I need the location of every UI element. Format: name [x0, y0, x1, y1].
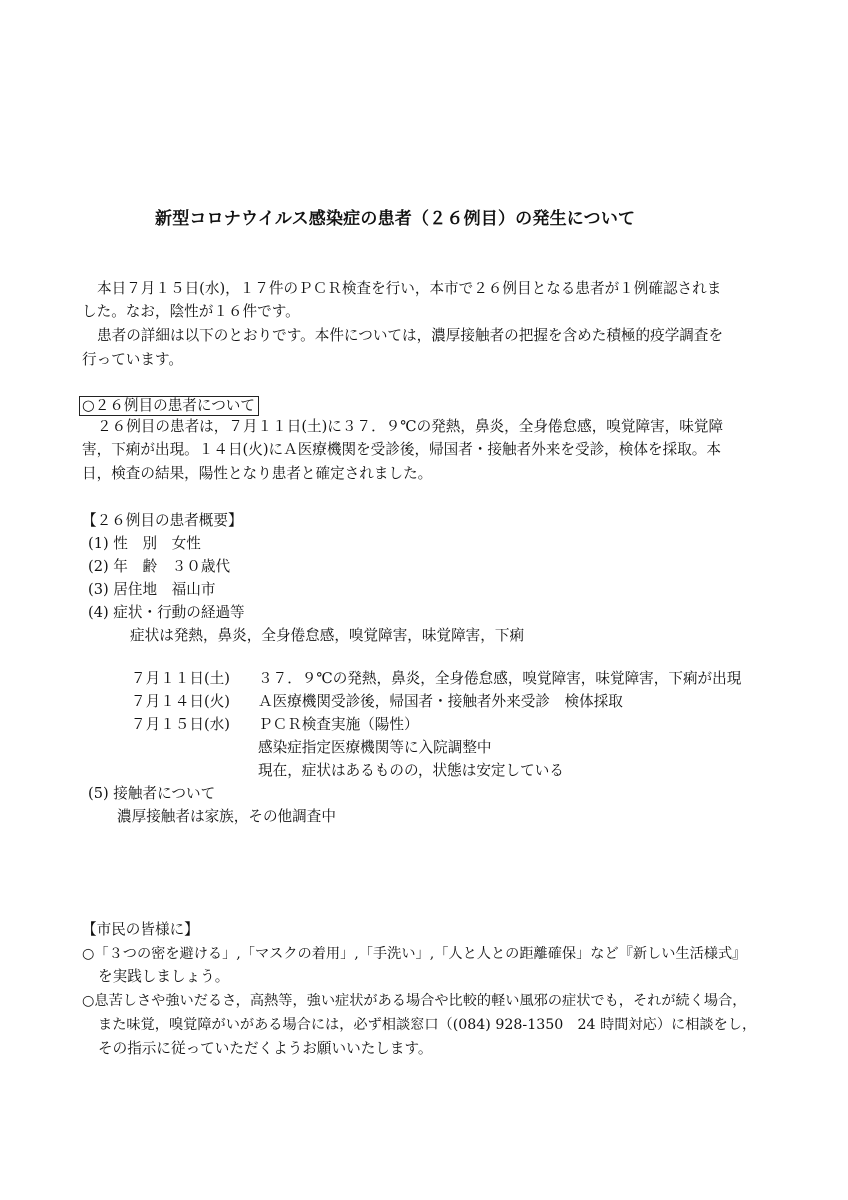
overview-item-symptoms: (4) 症状・行動の経過等	[88, 604, 245, 621]
notice-line: ○「３つの密を避ける」,「マスクの着用」,「手洗い」,「人と人との距離確保」など『新しい生活様式』	[82, 946, 747, 962]
section-line: 日，検査の結果，陽性となり患者と確定されました。	[82, 465, 433, 482]
overview-item-contacts: (5) 接触者について	[88, 785, 216, 802]
contacts-text: 濃厚接触者は家族，その他調査中	[117, 808, 336, 825]
notice-line: を実践しましょう。	[98, 968, 230, 985]
timeline-date: ７月１５日(水)	[131, 716, 230, 733]
section-heading: ○２６例目の患者について	[79, 396, 259, 416]
timeline-event: ＰＣＲ検査実施（陽性）	[258, 716, 419, 733]
intro-line: した。なお，陰性が１６件です。	[82, 303, 300, 320]
timeline-date: ７月１１日(土)	[131, 670, 230, 687]
notice-line: また味覚，嗅覚障がいがある場合には，必ず相談窓口（(084) 928-1350 24 時間対応）に相談をし，	[98, 1017, 757, 1033]
overview-item-residence: (3) 居住地 福山市	[88, 581, 216, 598]
overview-item-age: (2) 年 齢 ３０歳代	[88, 558, 231, 575]
timeline-date: ７月１４日(火)	[131, 693, 230, 710]
intro-line: 患者の詳細は以下のとおりです。本件については，濃厚接触者の把握を含めた積極的疫学調査を	[97, 327, 724, 344]
document-title: 新型コロナウイルス感染症の患者（２６例目）の発生について	[155, 209, 636, 229]
timeline-event: 感染症指定医療機関等に入院調整中	[258, 739, 492, 756]
section-line: ２６例目の患者は，７月１１日(土)に３７．９℃の発熱，鼻炎，全身倦怠感，嗅覚障害，味覚障	[97, 418, 724, 435]
section-line: 害，下痢が出現。１４日(火)にＡ医療機関を受診後，帰国者・接触者外来を受診，検体を採取。本	[82, 441, 721, 458]
symptoms-list: 症状は発熱，鼻炎，全身倦怠感，嗅覚障害，味覚障害，下痢	[130, 627, 525, 644]
notice-line: その指示に従っていただくようお願いいたします。	[98, 1040, 433, 1057]
intro-line: 行っています。	[82, 351, 183, 368]
overview-item-sex: (1) 性 別 女性	[88, 535, 201, 552]
timeline-event: ３７．９℃の発熱，鼻炎，全身倦怠感，嗅覚障害，味覚障害，下痢が出現	[258, 670, 742, 687]
overview-heading: 【２６例目の患者概要】	[82, 512, 243, 529]
intro-line: 本日７月１５日(水)，１７件のＰＣＲ検査を行い，本市で２６例目となる患者が１例確認されま	[97, 280, 722, 297]
notice-line: ○息苦しさや強いだるさ，高熱等，強い症状がある場合や比較的軽い風邪の症状でも，それが続く場合，	[82, 993, 747, 1009]
timeline-event: Ａ医療機関受診後，帰国者・接触者外来受診 検体採取	[258, 693, 623, 710]
notice-heading: 【市民の皆様に】	[82, 921, 199, 938]
timeline-event: 現在，症状はあるものの，状態は安定している	[258, 762, 564, 779]
